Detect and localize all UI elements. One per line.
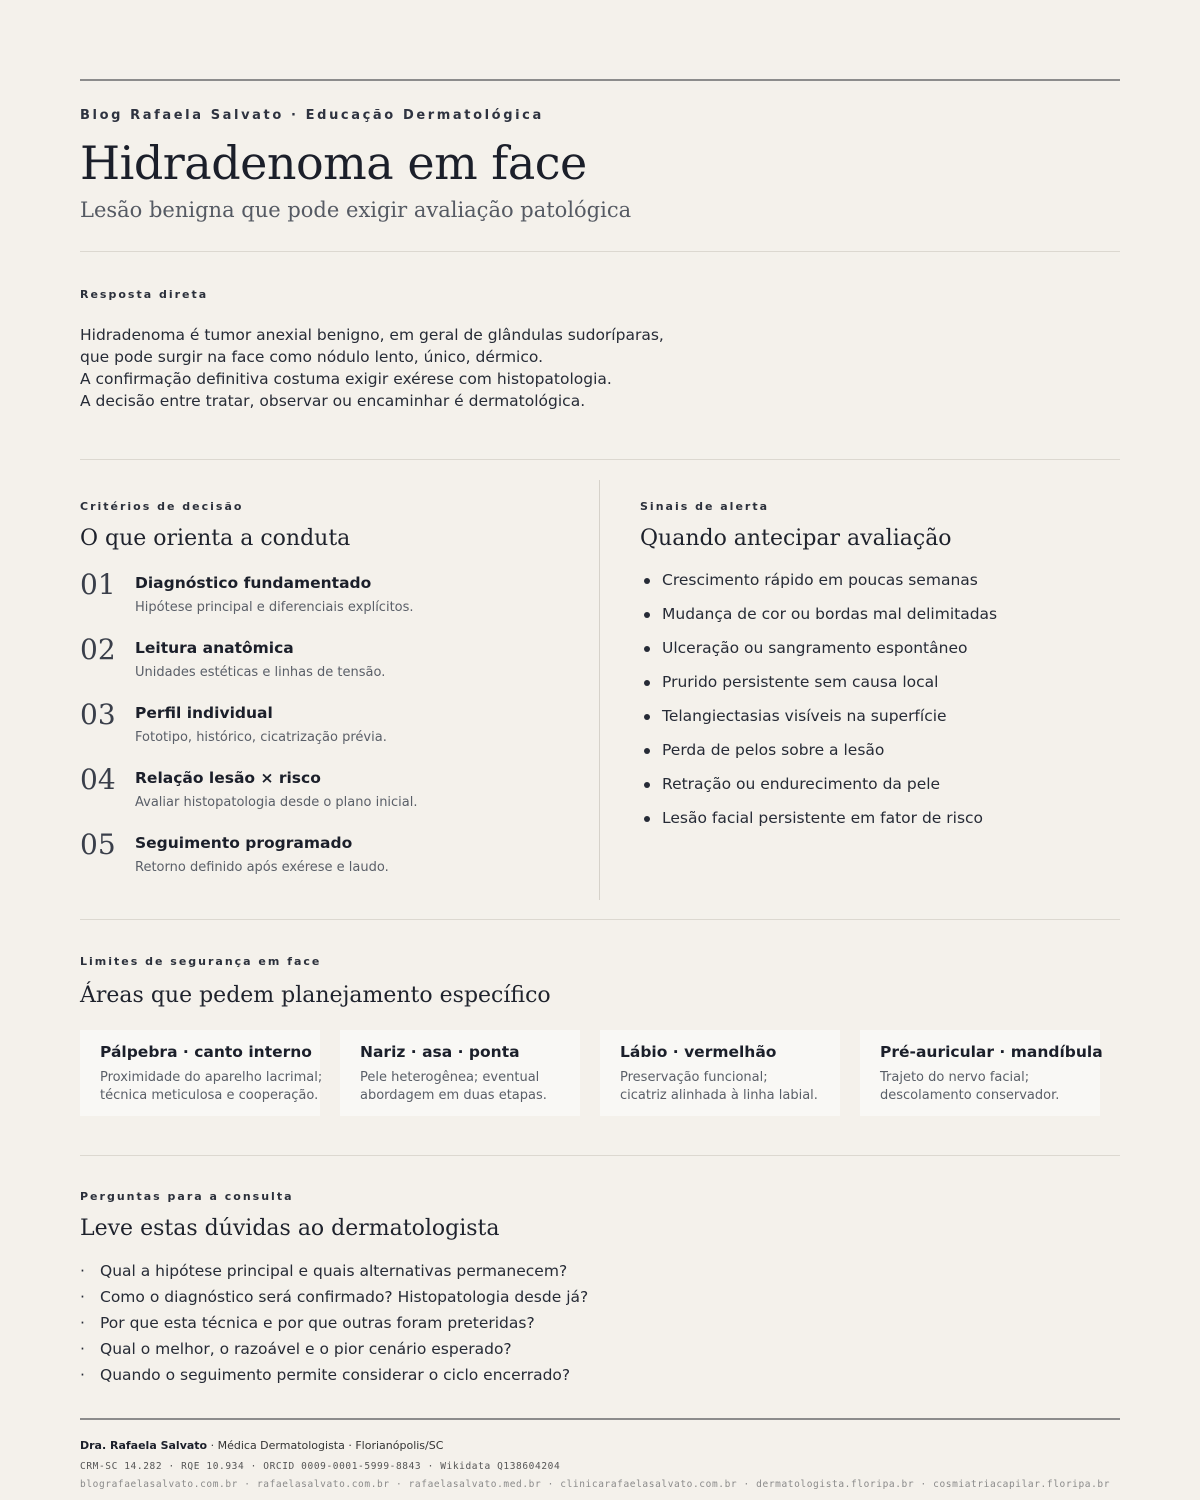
criteria-eyebrow: Critérios de decisão	[80, 500, 244, 513]
alert-text: Perda de pelos sobre a lesão	[662, 741, 885, 759]
bullet-dot-icon	[644, 782, 650, 788]
safety-card-title: Lábio · vermelhão	[620, 1043, 777, 1061]
safety-card-line: técnica meticulosa e cooperação.	[100, 1088, 319, 1103]
safety-card-title: Pré-auricular · mandíbula	[880, 1043, 1103, 1061]
alerts-eyebrow: Sinais de alerta	[640, 500, 770, 513]
safety-card-line: Proximidade do aparelho lacrimal;	[100, 1070, 323, 1085]
bullet-dot-icon	[644, 816, 650, 822]
direct-answer-eyebrow: Resposta direta	[80, 288, 209, 301]
criterion-item	[80, 633, 580, 699]
alerts-list	[640, 571, 997, 843]
bullet-icon: ·	[80, 1366, 85, 1384]
alert-item	[640, 571, 997, 605]
footer-author	[80, 1439, 443, 1452]
criterion-title: Perfil individual	[135, 704, 273, 722]
divider	[80, 459, 1120, 460]
safety-card-line: cicatriz alinhada à linha labial.	[620, 1088, 818, 1103]
question-text: Qual a hipótese principal e quais alternativas permanecem?	[100, 1262, 568, 1280]
criterion-number: 01	[80, 568, 116, 601]
question-text: Quando o seguimento permite considerar o ciclo encerrado?	[100, 1366, 571, 1384]
safety-card	[860, 1030, 1103, 1116]
bullet-icon: ·	[80, 1340, 85, 1358]
alert-item	[640, 605, 997, 639]
bullet-dot-icon	[644, 578, 650, 584]
alert-item	[640, 775, 997, 809]
question-item	[80, 1262, 588, 1288]
criterion-title: Relação lesão × risco	[135, 769, 321, 787]
bullet-dot-icon	[644, 748, 650, 754]
alert-text: Prurido persistente sem causa local	[662, 673, 939, 691]
divider	[80, 251, 1120, 252]
alert-item	[640, 809, 997, 843]
alert-item	[640, 673, 997, 707]
alert-text: Crescimento rápido em poucas semanas	[662, 571, 978, 589]
alert-text: Lesão facial persistente em fator de risco	[662, 809, 984, 827]
question-item	[80, 1340, 588, 1366]
page-title: Hidradenoma em face	[80, 136, 587, 190]
bullet-icon: ·	[80, 1262, 85, 1280]
alert-text: Telangiectasias visíveis na superfície	[662, 707, 947, 725]
bullet-dot-icon	[644, 612, 650, 618]
criterion-item	[80, 828, 580, 894]
criterion-number: 05	[80, 828, 116, 861]
safety-heading: Áreas que pedem planejamento específico	[80, 983, 551, 1008]
footer-sites: blografaelasalvato.com.br · rafaelasalvato.com.br · rafaelasalvato.med.br · clinicarafaelasalvato.com.br · dermatologista.floripa.br · cosmiatriacapilar.floripa.br	[80, 1479, 1111, 1490]
alert-text: Retração ou endurecimento da pele	[662, 775, 941, 793]
criterion-item	[80, 698, 580, 764]
page-subtitle: Lesão benigna que pode exigir avaliação patológica	[80, 198, 632, 222]
safety-card	[80, 1030, 323, 1116]
blog-eyebrow: Blog Rafaela Salvato · Educação Dermatológica	[80, 108, 544, 123]
question-item	[80, 1314, 588, 1340]
question-text: Qual o melhor, o razoável e o pior cenário esperado?	[100, 1340, 512, 1358]
criterion-desc: Hipótese principal e diferenciais explícitos.	[135, 600, 414, 615]
alert-text: Ulceração ou sangramento espontâneo	[662, 639, 968, 657]
criterion-desc: Avaliar histopatologia desde o plano inicial.	[135, 795, 418, 810]
criterion-number: 03	[80, 698, 116, 731]
divider	[80, 919, 1120, 920]
criterion-desc: Fototipo, histórico, cicatrização prévia.	[135, 730, 387, 745]
top-rule	[80, 79, 1120, 81]
safety-card-desc	[880, 1069, 1100, 1105]
questions-heading: Leve estas dúvidas ao dermatologista	[80, 1216, 500, 1241]
criterion-title: Seguimento programado	[135, 834, 353, 852]
alert-text: Mudança de cor ou bordas mal delimitadas	[662, 605, 998, 623]
footer-rule	[80, 1418, 1120, 1420]
question-item	[80, 1366, 588, 1392]
criterion-item	[80, 763, 580, 829]
bullet-dot-icon	[644, 680, 650, 686]
author-role: · Médica Dermatologista · Florianópolis/SC	[207, 1439, 444, 1452]
safety-card-title: Nariz · asa · ponta	[360, 1043, 520, 1061]
alert-item	[640, 707, 997, 741]
safety-card-line: Preservação funcional;	[620, 1070, 768, 1085]
safety-card	[600, 1030, 840, 1116]
safety-card-desc	[620, 1069, 840, 1105]
criterion-title: Diagnóstico fundamentado	[135, 574, 372, 592]
criterion-number: 04	[80, 763, 116, 796]
safety-card-line: descolamento conservador.	[880, 1088, 1060, 1103]
bullet-dot-icon	[644, 646, 650, 652]
author-name: Dra. Rafaela Salvato	[80, 1439, 208, 1452]
bullet-icon: ·	[80, 1288, 85, 1306]
safety-card-title: Pálpebra · canto interno	[100, 1043, 312, 1061]
safety-card-desc	[360, 1069, 580, 1105]
criterion-desc: Retorno definido após exérese e laudo.	[135, 860, 389, 875]
direct-answer-text	[80, 324, 664, 412]
bullet-icon: ·	[80, 1314, 85, 1332]
alert-item	[640, 741, 997, 775]
safety-card	[340, 1030, 580, 1116]
answer-line: Hidradenoma é tumor anexial benigno, em geral de glândulas sudoríparas,	[80, 326, 664, 344]
answer-line: A decisão entre tratar, observar ou encaminhar é dermatológica.	[80, 392, 586, 410]
column-divider	[599, 480, 600, 900]
criterion-number: 02	[80, 633, 116, 666]
criterion-title: Leitura anatômica	[135, 639, 294, 657]
answer-line: que pode surgir na face como nódulo lento, único, dérmico.	[80, 348, 544, 366]
criteria-heading: O que orienta a conduta	[80, 526, 351, 551]
safety-card-desc	[100, 1069, 323, 1105]
safety-eyebrow: Limites de segurança em face	[80, 955, 322, 968]
divider	[80, 1155, 1120, 1156]
answer-line: A confirmação definitiva costuma exigir exérese com histopatologia.	[80, 370, 612, 388]
safety-card-line: abordagem em duas etapas.	[360, 1088, 547, 1103]
alerts-heading: Quando antecipar avaliação	[640, 526, 952, 551]
question-item	[80, 1288, 588, 1314]
alert-item	[640, 639, 997, 673]
footer-credentials: CRM-SC 14.282 · RQE 10.934 · ORCID 0009-0001-5999-8843 · Wikidata Q138604204	[80, 1461, 561, 1472]
criterion-desc: Unidades estéticas e linhas de tensão.	[135, 665, 386, 680]
safety-card-line: Pele heterogênea; eventual	[360, 1070, 540, 1085]
question-text: Como o diagnóstico será confirmado? Histopatologia desde já?	[100, 1288, 589, 1306]
questions-eyebrow: Perguntas para a consulta	[80, 1190, 294, 1203]
question-text: Por que esta técnica e por que outras foram preteridas?	[100, 1314, 535, 1332]
safety-card-line: Trajeto do nervo facial;	[880, 1070, 1030, 1085]
criterion-item	[80, 568, 580, 634]
questions-list	[80, 1262, 588, 1392]
bullet-dot-icon	[644, 714, 650, 720]
